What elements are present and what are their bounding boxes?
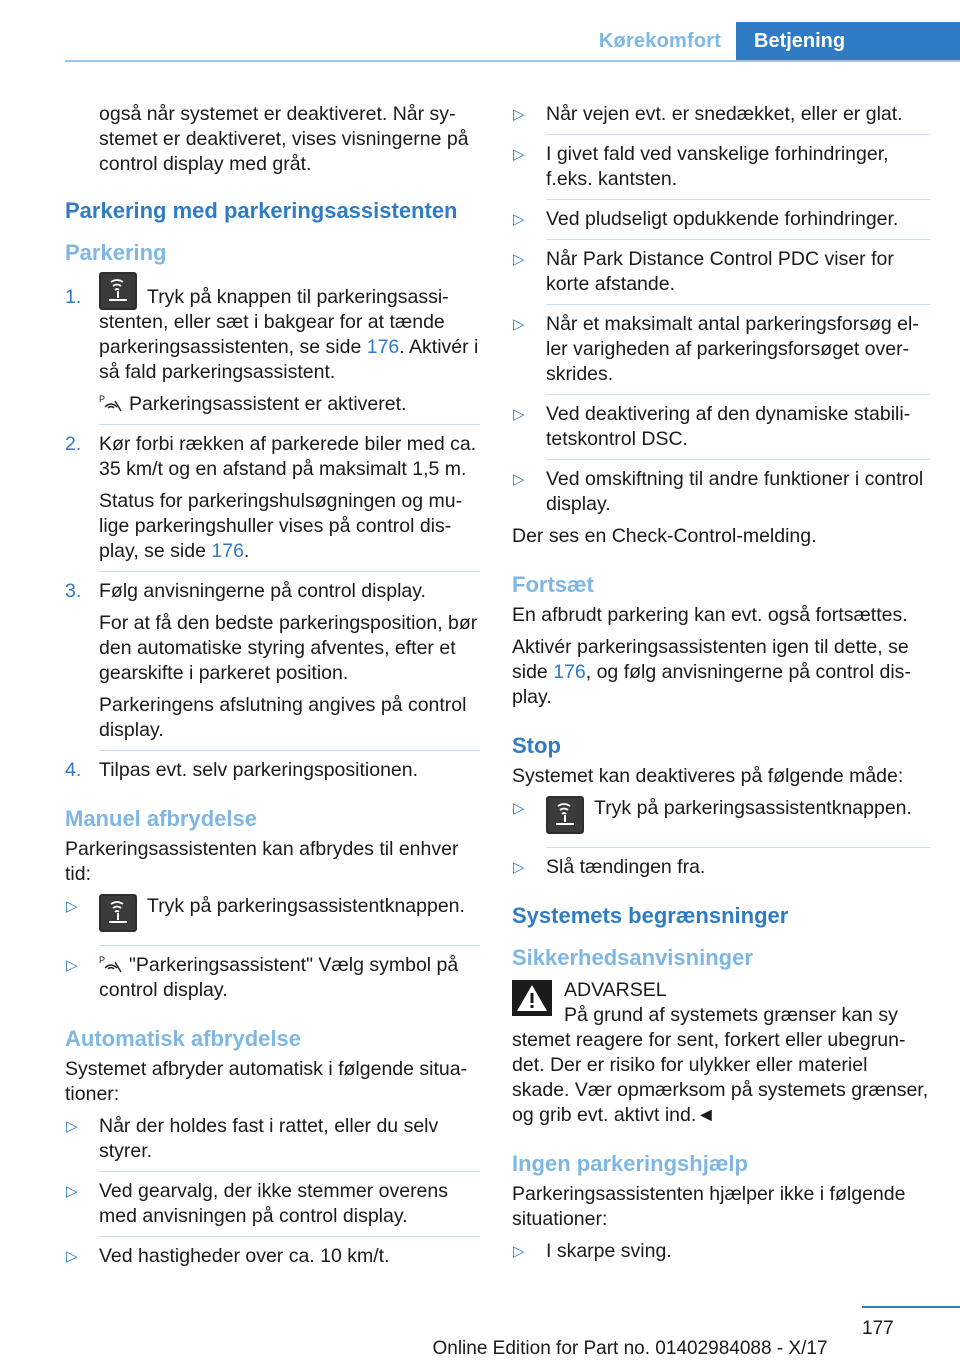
list-item (512, 796, 930, 840)
step-1-text-end: . Aktivér i så fald parkeringsassistent. (99, 336, 479, 383)
step-2-sub (65, 489, 480, 564)
list-item (65, 953, 480, 1003)
divider (546, 394, 930, 395)
header-divider (65, 60, 960, 62)
list-item (65, 1114, 480, 1164)
step-3 (65, 579, 480, 604)
bullet-icon: ▷ (66, 1248, 78, 1265)
list-item-text: Når vejen evt. er snedækket, eller er glat. (546, 103, 903, 125)
right-column (512, 102, 930, 1271)
list-item (512, 247, 930, 297)
list-item (65, 1244, 480, 1269)
warning-title: ADVARSEL (564, 979, 667, 1001)
page-link-176[interactable]: 176 (211, 540, 244, 562)
step-1-sub (65, 392, 480, 417)
divider (99, 945, 480, 946)
list-item-text: Når der holdes fast i rattet, eller du selv styrer. (99, 1115, 439, 1162)
manual-intro: Parkeringsassistenten kan afbrydes til enhver tid: (65, 838, 459, 885)
divider (546, 134, 930, 135)
divider (546, 304, 930, 305)
bullet-icon: ▷ (513, 106, 525, 123)
heading-parking-assist: Parkering med parkeringsassistenten (65, 198, 458, 223)
step-3-sub-1: For at få den bedste parkeringsposition, bør den automatiske styring afventes, efter et gearskifte i parkeret position. (99, 612, 478, 684)
list-item-text: Slå tændingen fra. (546, 856, 706, 878)
heading-system-limits: Systemets begrænsninger (512, 903, 789, 928)
heading-continue: Fortsæt (512, 572, 594, 597)
tab-betjening[interactable] (736, 22, 960, 62)
page-link-176[interactable]: 176 (366, 336, 400, 358)
parking-assist-active-icon (99, 393, 123, 413)
divider (99, 1171, 480, 1172)
parking-assist-button-icon (99, 272, 137, 310)
divider (99, 750, 480, 751)
stop-intro: Systemet kan deaktiveres på følgende måde: (512, 765, 904, 787)
list-item (512, 142, 930, 192)
step-4 (65, 758, 480, 783)
bullet-icon: ▷ (513, 316, 525, 333)
continue-p2-end: , og følg anvisningerne på control display. (512, 661, 911, 708)
footer-divider (862, 1306, 960, 1308)
list-item-text: Ved pludseligt opdukkende forhindringer. (546, 208, 899, 230)
parking-assist-button-icon (99, 894, 137, 932)
step-number: 2. (65, 433, 82, 455)
bullet-icon: ▷ (513, 211, 525, 228)
step-2-text: Kør forbi rækken af parkerede biler med ca. 35 km/t og en afstand på maksimalt 1,5 m. (99, 433, 477, 480)
list-item-text: "Parkeringsassistent" Vælg symbol på control display. (99, 954, 459, 1001)
list-item (512, 402, 930, 452)
auto-intro: Systemet afbryder automatisk i følgende situationer: (65, 1058, 468, 1105)
divider (546, 847, 930, 848)
list-item-text: Tryk på parkeringsassistentknappen. (147, 895, 465, 917)
divider (546, 199, 930, 200)
list-item (65, 894, 480, 938)
edition-text: Online Edition for Part no. 01402984088 - X/17 (432, 1338, 828, 1359)
heading-safety-notes: Sikkerhedsanvisninger (512, 945, 753, 970)
step-number: 3. (65, 580, 82, 602)
bullet-icon: ▷ (513, 406, 525, 423)
list-item (512, 855, 930, 880)
step-2 (65, 432, 480, 482)
tab-korekomfort[interactable]: Kørekomfort (598, 30, 722, 52)
list-item-text: Når Park Distance Control PDC viser for korte afstande. (546, 248, 894, 295)
parking-assist-active-icon (99, 954, 123, 974)
check-control-text: Der ses en Check-Control-melding. (512, 525, 817, 547)
list-item (65, 1179, 480, 1229)
step-number: 4. (65, 759, 82, 781)
list-item (512, 467, 930, 517)
heading-parking: Parkering (65, 240, 167, 265)
list-item-text: Tryk på parkeringsassistentknappen. (594, 797, 912, 819)
step-1-text: Tryk på knappen til parkeringsassistenten, eller sæt i bakgear for at tænde parkeringsassistenten, se side (99, 286, 449, 358)
bullet-icon: ▷ (513, 1243, 525, 1260)
page-link-176[interactable]: 176 (553, 661, 586, 683)
step-4-text: Tilpas evt. selv parkeringspositionen. (99, 759, 419, 781)
continue-p2-text: Aktivér parkeringsassistenten igen til dette, se side (512, 636, 909, 683)
step-number: 1. (65, 286, 82, 308)
step-1 (65, 285, 480, 385)
page-header (0, 0, 960, 62)
bullet-icon: ▷ (513, 146, 525, 163)
tab-betjening-label: Betjening (754, 30, 846, 52)
continue-p1: En afbrudt parkering kan evt. også fortsættes. (512, 604, 908, 626)
list-item-text: I skarpe sving. (546, 1240, 672, 1262)
step-3-sub-2: Parkeringens afslutning angives på control display. (99, 694, 467, 741)
list-item-text: Ved hastigheder over ca. 10 km/t. (99, 1245, 390, 1267)
bullet-icon: ▷ (513, 251, 525, 268)
step-2-sub-end: . (243, 540, 250, 562)
bullet-icon: ▷ (66, 1118, 78, 1135)
divider (99, 1236, 480, 1237)
divider (99, 571, 480, 572)
list-item-text: Ved omskiftning til andre funktioner i control display. (546, 468, 924, 515)
intro-text: også når systemet er deaktiveret. Når systemet er deaktiveret, vises visningerne på control display med gråt. (99, 103, 469, 175)
list-item (512, 102, 930, 127)
warning-text-first: På grund af systemets grænser kan sy (564, 1004, 898, 1026)
parking-assist-button-icon (546, 796, 584, 834)
list-item-text: Ved deaktivering af den dynamiske stabilitetskontrol DSC. (546, 403, 911, 450)
bullet-icon: ▷ (66, 957, 78, 974)
bullet-icon: ▷ (513, 471, 525, 488)
list-item (512, 1239, 930, 1264)
list-item-text: Ved gearvalg, der ikke stemmer overens med anvisningen på control display. (99, 1180, 449, 1227)
step-3-text: Følg anvisningerne på control display. (99, 580, 426, 602)
heading-no-parking-help: Ingen parkeringshjælp (512, 1151, 748, 1176)
step-1-sub-text: Parkeringsassistent er aktiveret. (129, 393, 407, 415)
list-item (512, 207, 930, 232)
step-2-sub-text: Status for parkeringshulsøgningen og mulige parkeringshuller vises på control display, se side (99, 490, 463, 562)
svg-text:P: P (99, 955, 106, 965)
warning-text: stemet reagere for sent, forkert eller ubegrundet. Der er risiko for ulykker eller materiel skade. Vær opmærksom på systemets grænser, og grib evt. aktivt ind.◄ (512, 1029, 929, 1126)
bullet-icon: ▷ (66, 898, 78, 915)
divider (546, 239, 930, 240)
divider (99, 424, 480, 425)
warning-block (512, 978, 930, 1028)
bullet-icon: ▷ (513, 800, 525, 817)
bullet-icon: ▷ (66, 1183, 78, 1200)
list-item (512, 312, 930, 387)
warning-icon (512, 980, 552, 1016)
list-item-text: I givet fald ved vanskelige forhindringer, f.eks. kantsten. (546, 143, 889, 190)
heading-auto-interrupt: Automatisk afbrydelse (65, 1026, 301, 1051)
page-number: 177 (862, 1318, 894, 1339)
left-column (65, 102, 480, 1276)
list-item-text: Når et maksimalt antal parkeringsforsøg eller varigheden af parkeringsforsøget overskrides. (546, 313, 919, 385)
divider (546, 459, 930, 460)
no-help-intro: Parkeringsassistenten hjælper ikke i følgende situationer: (512, 1183, 906, 1230)
heading-manual-interrupt: Manuel afbrydelse (65, 806, 257, 831)
heading-stop: Stop (512, 733, 561, 758)
continue-p2 (512, 635, 930, 710)
bullet-icon: ▷ (513, 859, 525, 876)
svg-text:P: P (99, 394, 106, 404)
